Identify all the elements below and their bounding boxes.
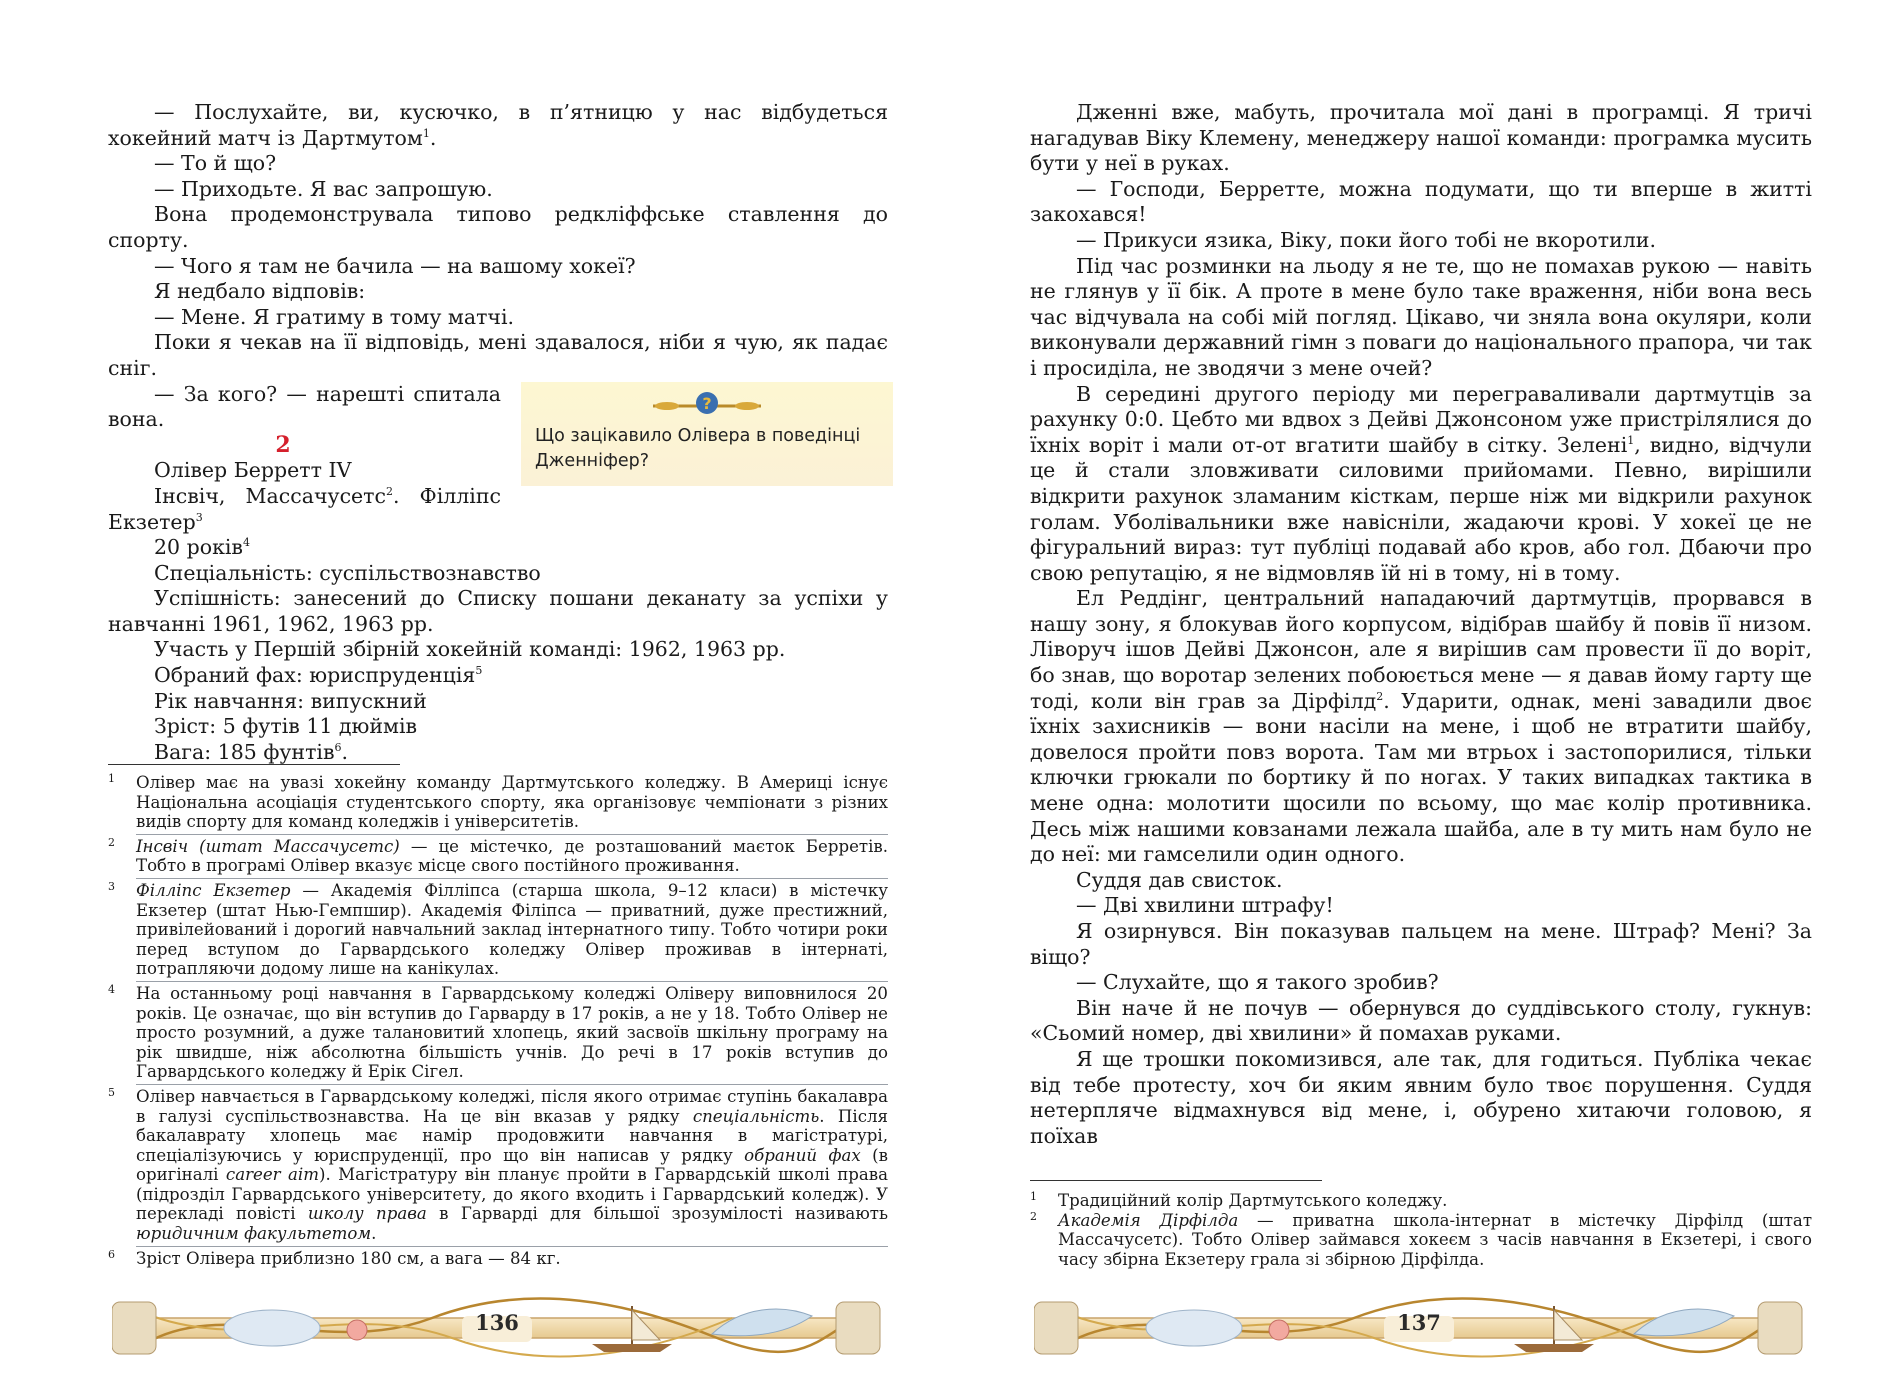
profile-specialty: Спеціальність: суспільствознавство	[154, 560, 541, 585]
paragraph: Вона продемонструвала типово редкліффське ставлення до спорту.	[108, 202, 888, 252]
section-number: 2	[275, 431, 291, 458]
profile-year: Рік навчання: випускний	[154, 688, 427, 713]
right-footnotes	[1030, 1191, 1812, 1269]
paragraph: Я ще трошки покомизився, але так, для годиться. Публіка чекає від тебе протесту, хоч би яким явним було твоє порушення. Суддя нетерпляче відмахнувся від мене, і, обурено хитаючи головою, я поїхав	[1030, 1046, 1812, 1148]
footnote-separator	[136, 1246, 888, 1247]
left-main-text	[108, 100, 888, 765]
footnote: 2 Академія Дірфілда — приватна школа-інтернат в містечку Дірфілд (штат Массачусетс). Тобто Олівер займався хокеєм з часів навчання в Екзетері, і свого часу збірна Екзетеру грала зі збірною Дірфілда.	[1030, 1209, 1812, 1269]
question-ornament-icon	[647, 388, 767, 418]
left-footnotes	[108, 773, 888, 1268]
footnote: 3 Філліпс Екзетер — Академія Філліпса (старша школа, 9–12 класи) в містечку Екзетер (штат Нью-Гемпшир). Академія Філіпса — приватний, дуже престижний, привілейований і дорогий навчальний заклад інтернатного типу. Тобто чотири роки перед вступом до Гарвардського коледжу Олівер проживав в інтернаті, потрапляючи додому лише на канікулах.	[108, 879, 888, 979]
footnote-rule	[1030, 1180, 1322, 1181]
footnote: 5 Олівер навчається в Гарвардському коледжі, після якого отримає ступінь бакалавра в галузі суспільствознавства. На це він вказав у рядку спеціальність. Після бакалаврату хлопець має намір продовжити навчання в магістратурі, спеціалізуючись у юриспруденції, про що він написав у рядку обраний фах (в оригіналі career aim). Магістратуру він планує пройти в Гарвардській школі права (підрозділ Гарвардського університету, до якого входить і Гарвардський коледж). У перекладі повісті школу права в Гарварді для більшої зрозумілості називають юридичним факультетом.	[108, 1085, 889, 1244]
paragraph: Він наче й не почув — обернувся до суддівського столу, гукнув: «Сьомий номер, дві хвилини» й помахав руками.	[1030, 995, 1812, 1046]
paragraph: Поки я чекав на її відповідь, мені здавалося, ніби я чую, як падає сніг.	[108, 330, 888, 380]
paragraph: Я озирнувся. Він показував пальцем на мене. Штраф? Мені? За віщо?	[1030, 919, 1812, 969]
paragraph: — Прикуси язика, Віку, поки його тобі не вкоротили.	[1076, 227, 1656, 252]
paragraph: В середині другого періоду ми переграваливали дартмутців за рахунку 0:0. Цебто ми вдвох з Дейві Джонсоном уже пристрілялися до їхніх воріт і мали от-от вгатити шайбу в сітку. Зелені$^1$, видно, відчули це й стали зловживати силовими прийомами. Певно, вирішили відкрити рахунок зламаним кісткам, перше ніж ми відкрили рахунок голам. Уболівальники вже навісніли, жадаючи крові. У хокеї це не фігуральний вираз: тут публіці подавай або кров, або гол. Дбаючи про свою репутацію, я не відмовляв їй ні в тому, ні в тому.	[1030, 381, 1812, 585]
paragraph: — Дві хвилини штрафу!	[1076, 893, 1334, 918]
footnote: 6 Зріст Олівера приблизно 180 см, а вага — 84 кг.	[108, 1247, 561, 1268]
profile-hometown: Інсвіч, Массачусетс$^2$. Філліпс Екзетер$^3$	[108, 483, 502, 534]
paragraph: — Послухайте, ви, кусючко, в п’ятницю у нас відбудеться хокейний матч із Дартмутом$^1$.	[108, 100, 888, 150]
paragraph: — Приходьте. Я вас запрошую.	[154, 176, 493, 201]
footnote: 4 На останньому році навчання в Гарвардському коледжі Оліверу виповнилося 20 років. Це означає, що він вступив до Гарварду в 17 років, а не у 18. Тобто Олівер не просто розумний, а дуже талановитий хлопець, який засвоїв шкільну програму на рік швидше, ніж абсолютна більшість учнів. До речі в 17 років вступив до Гарвардського коледжу й Ерік Сігел.	[108, 982, 888, 1082]
right-main-text	[1030, 100, 1812, 1149]
footnote-separator	[136, 1084, 888, 1085]
footnote-separator	[136, 834, 888, 835]
profile-height: Зріст: 5 футів 11 дюймів	[154, 714, 418, 739]
paragraph: — Господи, Берретте, можна подумати, що ти вперше в житті закохався!	[1030, 176, 1812, 227]
question-box	[521, 382, 893, 486]
paragraph: — То й що?	[154, 151, 277, 176]
svg-text:?: ?	[702, 393, 712, 413]
profile-hockey: Участь у Першій збірній хокейній команді: 1962, 1963 рр.	[154, 637, 786, 662]
footnote: 2 Інсвіч (штат Массачусетс) — це містечко, де розташований маєток Берретів. Тобто в програмі Олівер вказує місце свого постійного проживання.	[108, 835, 888, 876]
footnote-separator	[136, 981, 888, 982]
footnote: 1 Олівер має на увазі хокейну команду Дартмутського коледжу. В Америці існує Національна асоціація студентського спорту, яка організовує чемпіонати з різних видів спорту для команд коледжів і університетів.	[108, 772, 888, 832]
paragraph: — За кого? — нарешті спитала вона.	[108, 381, 501, 432]
paragraph: Під час розминки на льоду я не те, що не помахав рукою — навіть не глянув у її бік. А проте в мене було таке враження, ніби вона весь час відчувала на собі мій погляд. Цікаво, чи зняла вона окуляри, коли виконували державний гімн з поваги до національного прапора, чи так і просиділа, не зводячи з мене очей?	[1030, 253, 1812, 380]
paragraph: — Слухайте, що я такого зробив?	[1076, 970, 1439, 995]
footnote-rule	[108, 764, 400, 765]
paragraph: Ел Реддінг, центральний нападаючий дартмутців, прорвався в нашу зону, я блокував його корпусом, відібрав шайбу й повів її низом. Ліворуч ішов Дейві Джонсон, але я вирішив сам провести її до воріт, бо знав, що воротар зелених побоюється мене — я давав йому гарту ще тоді, коли він грав за Дірфілд$^2$. Ударити, однак, мені завадили двоє їхніх захисників — вони насіли на мене, і щоб не втратити шайбу, довелося пройти повз ворота. Там ми втрьох і застопорилися, тільки ключки грюкали по бортику й по ногах. У таких випадках тактика в мене одна: молотити щосили по всьому, що має колір противника. Десь між нашими ковзанами лежала шайба, але в ту мить нам було не до неї: ми гамселили один одного.	[1030, 586, 1812, 867]
footnote: 1 Традиційний колір Дартмутського коледжу.	[1030, 1190, 1448, 1210]
profile-success: Успішність: занесений до Списку пошани деканату за успіхи у навчанні 1961, 1962, 1963 рр.	[108, 586, 888, 636]
profile-age: 20 років$^4$	[154, 535, 250, 560]
profile-career: Обраний фах: юриспруденція$^5$	[154, 663, 483, 688]
right-page	[952, 0, 1904, 1400]
paragraph: Суддя дав свисток.	[1076, 867, 1283, 892]
paragraph: — Мене. Я гратиму в тому матчі.	[154, 304, 515, 329]
paragraph: Я недбало відповів:	[154, 279, 366, 304]
footnote-separator	[136, 878, 888, 879]
page-number: 137	[1397, 1310, 1441, 1335]
paragraph: — Чого я там не бачила — на вашому хокеї?	[154, 253, 636, 278]
question-text: Що зацікавило Олівера в поведінці Дженніфер?	[535, 425, 861, 471]
profile-weight: Вага: 185 фунтів$^6$.	[154, 739, 349, 764]
page-number: 136	[475, 1310, 519, 1335]
profile-name: Олівер Берретт IV	[154, 458, 352, 483]
paragraph: Дженні вже, мабуть, прочитала мої дані в програмці. Я тричі нагадував Віку Клемену, менеджеру нашої команди: програмка мусить бути у неї в руках.	[1030, 100, 1812, 176]
